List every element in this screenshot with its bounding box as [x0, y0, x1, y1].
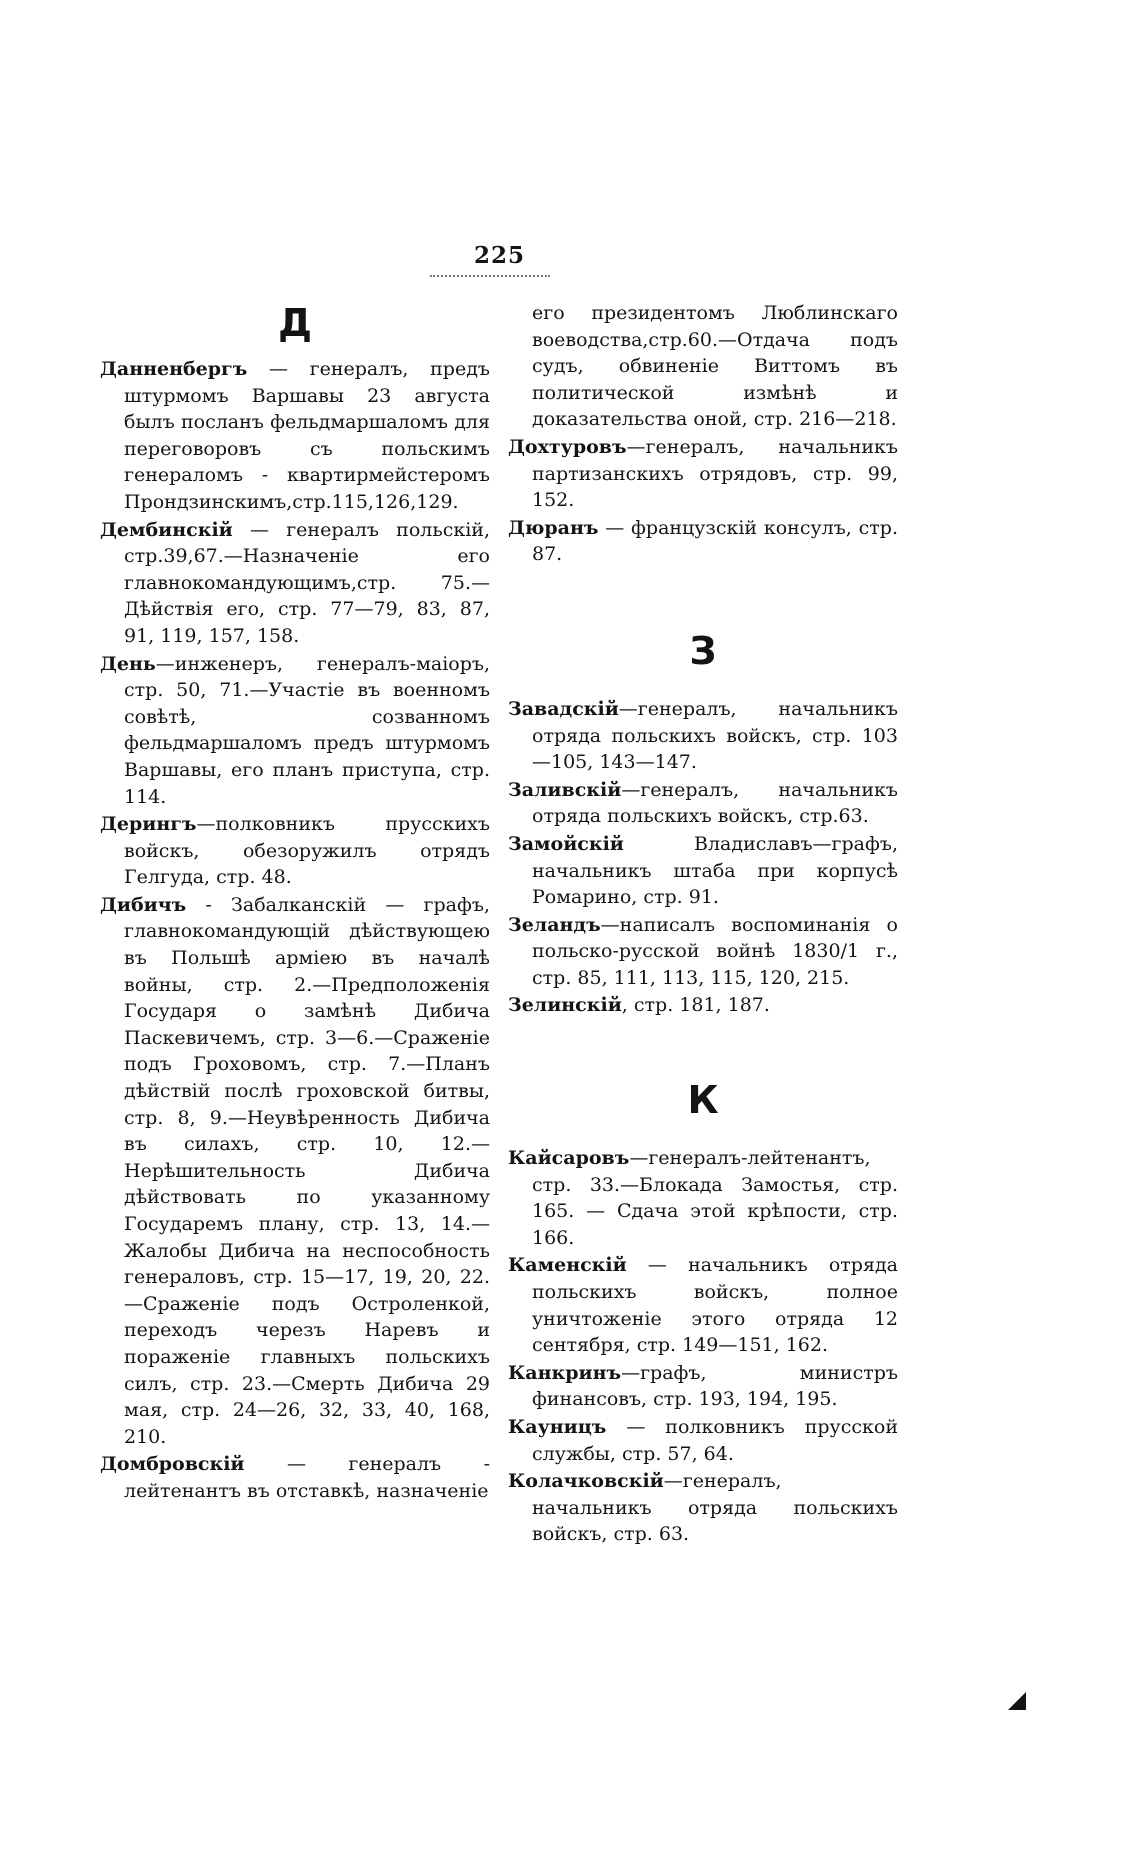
left-column — [100, 300, 490, 1506]
entry-text: —генералъ, начальникъ отряда польскихъ войскъ, стр.63. — [532, 778, 898, 828]
index-entry — [508, 831, 898, 911]
entry-text: — генералъ польскій, стр.39,67.—Назначеніе его главнокомандующимъ,стр. 75.—Дѣйствія его, стр. 77—79, 83, 87, 91, 119, 157, 158. — [124, 518, 490, 647]
index-entry — [508, 434, 898, 514]
page-number-rule — [430, 275, 550, 277]
index-entry — [508, 777, 898, 830]
index-entry — [100, 517, 490, 650]
entry-text: —инженеръ, генералъ-маіоръ, стр. 50, 71.—Участіе въ военномъ совѣтѣ, созванномъ фельдмаршаломъ предъ штурмомъ Варшавы, его планъ приступа, стр. 114. — [124, 652, 490, 808]
entry-headword: Зелинскій — [508, 994, 622, 1017]
entry-text: - Забалканскій — графъ, главнокомандующій дѣйствующею въ Польшѣ арміею въ началѣ войны, стр. 2.—Предположенія Государя о замѣнѣ Дибича Паскевичемъ, стр. 3—6.—Сраженіе подъ Гроховомъ, стр. 7.—Планъ дѣйствій послѣ гроховской битвы, стр. 8, 9.—Неувѣренность Дибича въ силахъ, стр. 10, 12.—Нерѣшительность Дибича дѣйствовать по указанному Государемъ плану, стр. 13, 14.—Жалобы Дибича на неспособность генераловъ, стр. 15—17, 19, 20, 22.—Сраженіе подъ Остроленкой, переходъ черезъ Наревъ и пораженіе главныхъ польскихъ силъ, стр. 23.—Смерть Дибича 29 мая, стр. 24—26, 32, 33, 40, 168, 210. — [124, 893, 490, 1448]
entry-text: —генералъ-лейтенантъ, стр. 33.—Блокада Замостья, стр. 165. — Сдача этой крѣпости, стр. 166. — [532, 1147, 898, 1249]
index-entry — [100, 1451, 490, 1504]
page-number: 225 — [474, 242, 526, 269]
entry-headword: Данненбергъ — [100, 358, 248, 380]
index-entry — [100, 651, 490, 811]
entry-text: , стр. 181, 187. — [621, 994, 770, 1017]
entry-text: —полковникъ прусскихъ войскъ, обезоружилъ отрядъ Гелгуда, стр. 48. — [124, 813, 490, 889]
index-entry — [100, 811, 490, 891]
index-entry — [508, 1145, 898, 1251]
entry-headword: Дюранъ — [508, 516, 599, 539]
entry-continuation: его президентомъ Люблинскаго воеводства,стр.60.—Отдача подъ судъ, обвиненіе Виттомъ въ политической измѣнѣ и доказательства оной, стр. 216—218. — [532, 302, 898, 431]
index-entry — [508, 912, 898, 992]
index-entry — [100, 356, 490, 516]
index-entry — [100, 892, 490, 1450]
section-letter-z: З — [689, 628, 717, 673]
index-entry — [508, 1468, 898, 1548]
entry-headword: Канкринъ — [508, 1361, 622, 1384]
entry-headword: Колачковскій — [508, 1470, 664, 1493]
entry-text: — генералъ, предъ штурмомъ Варшавы 23 августа былъ посланъ фельдмаршаломъ для переговоровъ съ польскимъ генераломъ - квартирмейстеромъ Прондзинскимъ,стр.115,126,129. — [124, 358, 490, 513]
entry-text: —генералъ, начальникъ партизанскихъ отрядовъ, стр. 99, 152. — [532, 435, 898, 512]
entry-text: — начальникъ отряда польскихъ войскъ, полное уничтоженіе этого отряда 12 сентября, стр. 149—151, 162. — [532, 1254, 898, 1357]
entry-text: —генералъ, начальникъ отряда польскихъ войскъ, стр. 103—105, 143—147. — [532, 697, 898, 774]
index-entry — [508, 515, 898, 568]
entry-text: — французскій консулъ, стр. 87. — [532, 516, 898, 566]
entry-headword: Кайсаровъ — [508, 1147, 630, 1170]
entry-headword: Каменскій — [508, 1254, 627, 1277]
entry-text: — генералъ - лейтенантъ въ отставкѣ, назначеніе — [124, 1453, 490, 1502]
entry-headword: Дембинскій — [100, 518, 233, 541]
entry-text: —написалъ воспоминанія о польско-русской войнѣ 1830/1 г., стр. 85, 111, 113, 115, 120, 215. — [532, 913, 898, 989]
entry-headword: Кауницъ — [508, 1416, 607, 1438]
entry-headword: Дохтуровъ — [508, 435, 627, 458]
entry-headword: Заливскій — [508, 778, 622, 801]
entry-text: —генералъ, начальникъ отряда польскихъ войскъ, стр. 63. — [532, 1470, 898, 1546]
index-entry — [508, 992, 898, 1019]
right-column — [508, 300, 898, 1549]
entry-headword: Завадскій — [508, 697, 619, 720]
index-entry — [508, 1360, 898, 1413]
entry-text: Владиславъ—графъ, начальникъ штаба при корпусѣ Ромарино, стр. 91. — [532, 832, 898, 909]
entry-headword: День — [100, 652, 156, 675]
section-letter-k: К — [687, 1078, 719, 1123]
section-letter-d: Д — [278, 301, 312, 345]
entry-headword: Домбровскій — [100, 1453, 245, 1476]
index-entry — [508, 1252, 898, 1358]
entry-headword: Зеландъ — [508, 913, 601, 936]
entry-text: — полковникъ прусской службы, стр. 57, 64. — [532, 1416, 898, 1465]
entry-headword: Замойскій — [508, 832, 624, 855]
entry-headword: Дерингъ — [100, 813, 197, 836]
ink-blot-mark — [1008, 1692, 1026, 1710]
index-entry — [508, 696, 898, 776]
entry-text: —графъ, министръ финансовъ, стр. 193, 194, 195. — [532, 1361, 898, 1411]
entry-headword: Дибичъ — [100, 893, 187, 916]
index-entry — [508, 1414, 898, 1467]
